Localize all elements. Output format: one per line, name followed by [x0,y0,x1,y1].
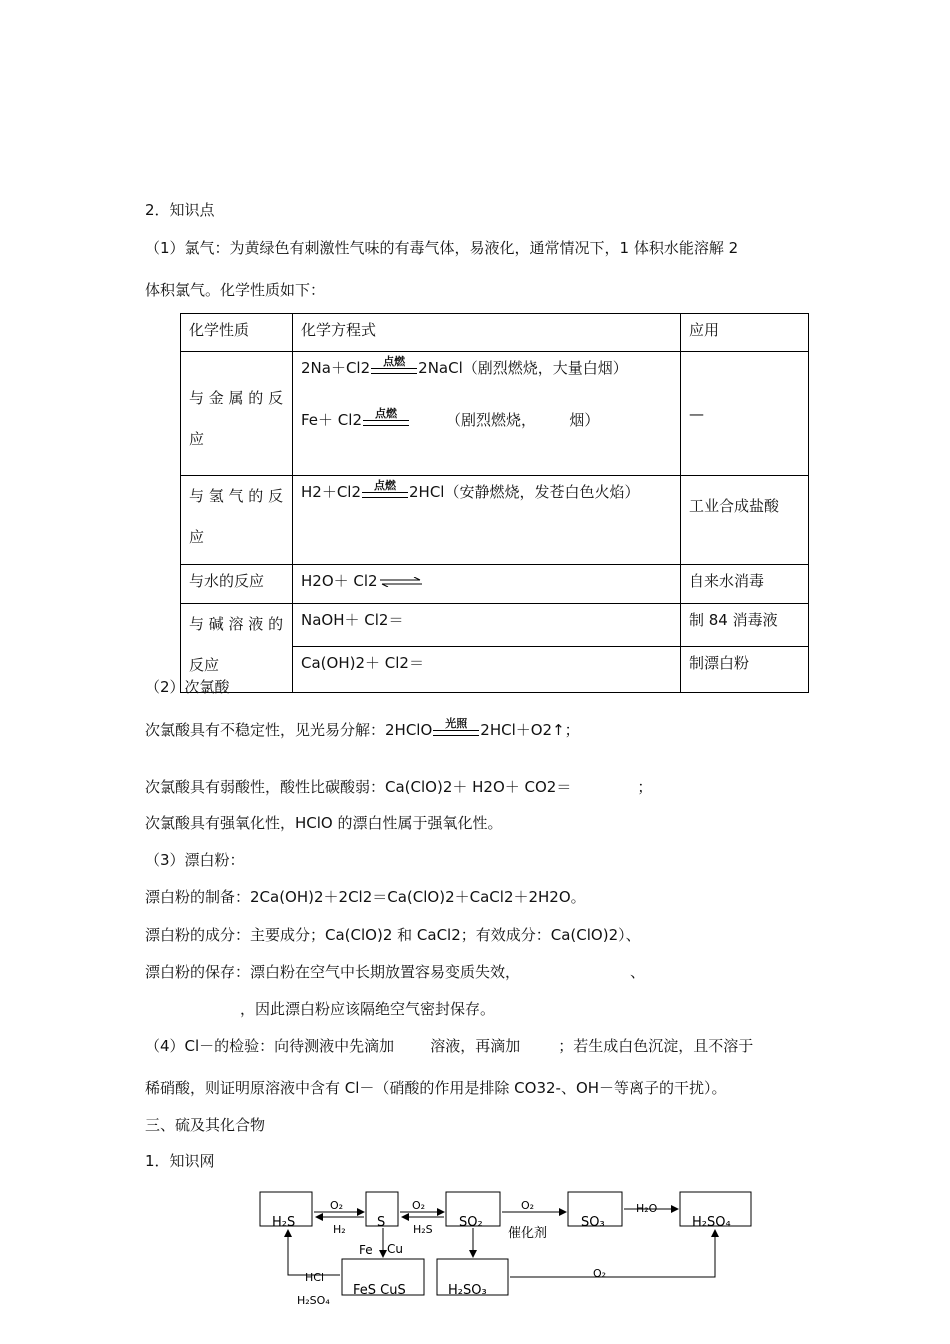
ignite-condition [362,480,408,502]
water-eq [301,571,672,591]
node-so3: SO₃ [581,1215,605,1230]
alkali-prop-line1: 与 碱 溶 液 的 [189,615,284,633]
ignite-condition [363,408,409,430]
bleach-storage-line2: ，因此漂白粉应该隔绝空气密封保存。 [240,1000,496,1018]
hclo-line2-text: 次氯酸具有弱酸性，酸性比碳酸弱：Ca(ClO)2＋ H2O＋ CO2＝ [145,778,572,796]
label-catalyst: 催化剂 [508,1226,548,1241]
metal-prop-line2: 应 [189,430,205,448]
hclo-line1-post: 2HCl＋O2↑； [480,721,580,739]
metal-equation-cell [293,352,681,476]
node-h2s: H₂S [272,1215,296,1230]
equals-bar [433,730,479,736]
chlorine-intro-line2: 体积氯气。化学性质如下： [145,281,326,299]
condition-label: 点燃 [383,355,406,368]
label-h2o: H₂O [636,1202,658,1215]
metal-eq1-right: 2NaCl（剧烈燃烧，大量白烟） [418,359,628,377]
cl-test-part-c: ；若生成白色沉淀，且不溶于 [558,1037,754,1055]
alkali-eq1-cell: NaOH＋ Cl2＝ [293,604,681,647]
header-property: 化学性质 [181,314,293,352]
light-condition [433,718,479,740]
equals-bar [363,420,409,426]
chlorine-intro-line1: （1）氯气：为黄绿色有刺激性气味的有毒气体，易液化，通常情况下，1 体积水能溶解 2 [145,239,739,257]
label-hcl: HCl [305,1271,325,1284]
condition-label: 点燃 [374,479,397,492]
node-h2so4: H₂SO₄ [692,1215,731,1230]
equals-bar [371,368,417,374]
bleach-storage-text: 漂白粉的保存：漂白粉在空气中长期放置容易变质失效， [145,963,521,981]
label-o2-d: O₂ [593,1267,607,1280]
node-fes-cus: FeS CuS [353,1283,406,1298]
header-application: 应用 [681,314,809,352]
node-h2so3: H₂SO₃ [448,1283,487,1298]
ignite-condition [371,356,417,378]
metal-eq2-left: Fe＋ Cl2 [301,411,362,429]
label-h2so4-small: H₂SO₄ [297,1294,330,1307]
bleach-prep: 漂白粉的制备：2Ca(OH)2＋2Cl2＝Ca(ClO)2＋CaCl2＋2H2O。 [145,888,586,906]
header-equation: 化学方程式 [293,314,681,352]
hydrogen-eq-right: 2HCl（安静燃烧，发苍白色火焰） [409,483,640,501]
node-s: S [377,1215,386,1230]
hclo-line2-end: ； [637,778,653,796]
cl-test-part-b: 溶液，再滴加 [430,1037,521,1055]
label-o2-b: O₂ [412,1199,426,1212]
table-row-metal [181,352,809,476]
equals-bar [362,492,408,498]
chlorine-properties-table [180,313,809,693]
section3-subheading: 1．知识网 [145,1152,215,1170]
sulfur-knowledge-network [255,1185,775,1315]
label-cu: Cu [387,1242,403,1256]
metal-eq1-left: 2Na＋Cl2 [301,359,371,377]
label-o2-c: O₂ [521,1199,535,1212]
hydrogen-eq-left: H2＋Cl2 [301,483,362,501]
alkali-app2-cell: 制漂白粉 [681,647,809,693]
bleach-storage-line1 [145,962,645,982]
metal-eq2 [301,408,672,430]
section-heading-knowledge: 2．知识点 [145,201,215,219]
condition-label: 点燃 [375,407,397,420]
metal-eq1 [301,356,672,378]
water-eq-left: H2O＋ Cl2 [301,572,378,590]
label-h2: H₂ [333,1223,346,1236]
hclo-line1 [145,718,580,740]
hydrogen-prop-line1: 与 氢 气 的 反 [189,487,284,505]
cl-test-part-a: （4）Cl－的检验：向待测液中先滴加 [145,1037,395,1055]
label-fe: Fe [359,1243,373,1257]
alkali-prop-line2: 反应 [189,656,220,674]
table-header-row [181,314,809,352]
metal-application-cell: — [681,352,809,476]
reversible-arrow-icon [380,577,422,587]
arrow-fes-to-h2s [288,1230,340,1275]
water-property-cell: 与水的反应 [181,565,293,604]
section3-heading: 三、硫及其化合物 [145,1116,266,1134]
hclo-line3: 次氯酸具有强氧化性，HClO 的漂白性属于强氧化性。 [145,814,503,832]
bleach-heading: （3）漂白粉： [145,851,245,869]
metal-eq2-right: （剧烈燃烧， 烟） [446,411,600,429]
hydrogen-eq [301,480,672,502]
table-row-water [181,565,809,604]
hclo-line2 [145,777,652,797]
hclo-line1-pre: 次氯酸具有不稳定性，见光易分解：2HClO [145,721,433,739]
label-h2s: H₂S [413,1223,433,1236]
node-so2: SO₂ [459,1215,483,1230]
bleach-composition: 漂白粉的成分：主要成分；Ca(ClO)2 和 CaCl2；有效成分：Ca(ClO)2）、 [145,926,641,944]
label-o2-a: O₂ [330,1199,344,1212]
cl-test-line2: 稀硝酸，则证明原溶液中含有 Cl－（硝酸的作用是排除 CO32-、OH－等离子的干扰）。 [145,1079,727,1097]
metal-property-cell [181,352,293,476]
water-equation-cell [293,565,681,604]
hclo-heading: （2）次氯酸 [145,678,230,696]
condition-label: 光照 [445,717,468,730]
alkali-app1-cell: 制 84 消毒液 [681,604,809,647]
bleach-storage-end: 、 [630,963,646,981]
hydrogen-property-cell [181,476,293,565]
hydrogen-application-cell: 工业合成盐酸 [681,476,809,565]
cl-test-line1 [145,1036,753,1056]
hydrogen-equation-cell [293,476,681,565]
hydrogen-prop-line2: 应 [189,528,205,546]
table-row-alkali-1 [181,604,809,647]
table-row-hydrogen [181,476,809,565]
alkali-eq2-cell: Ca(OH)2＋ Cl2＝ [293,647,681,693]
metal-prop-line1: 与 金 属 的 反 [189,389,284,407]
water-application-cell: 自来水消毒 [681,565,809,604]
